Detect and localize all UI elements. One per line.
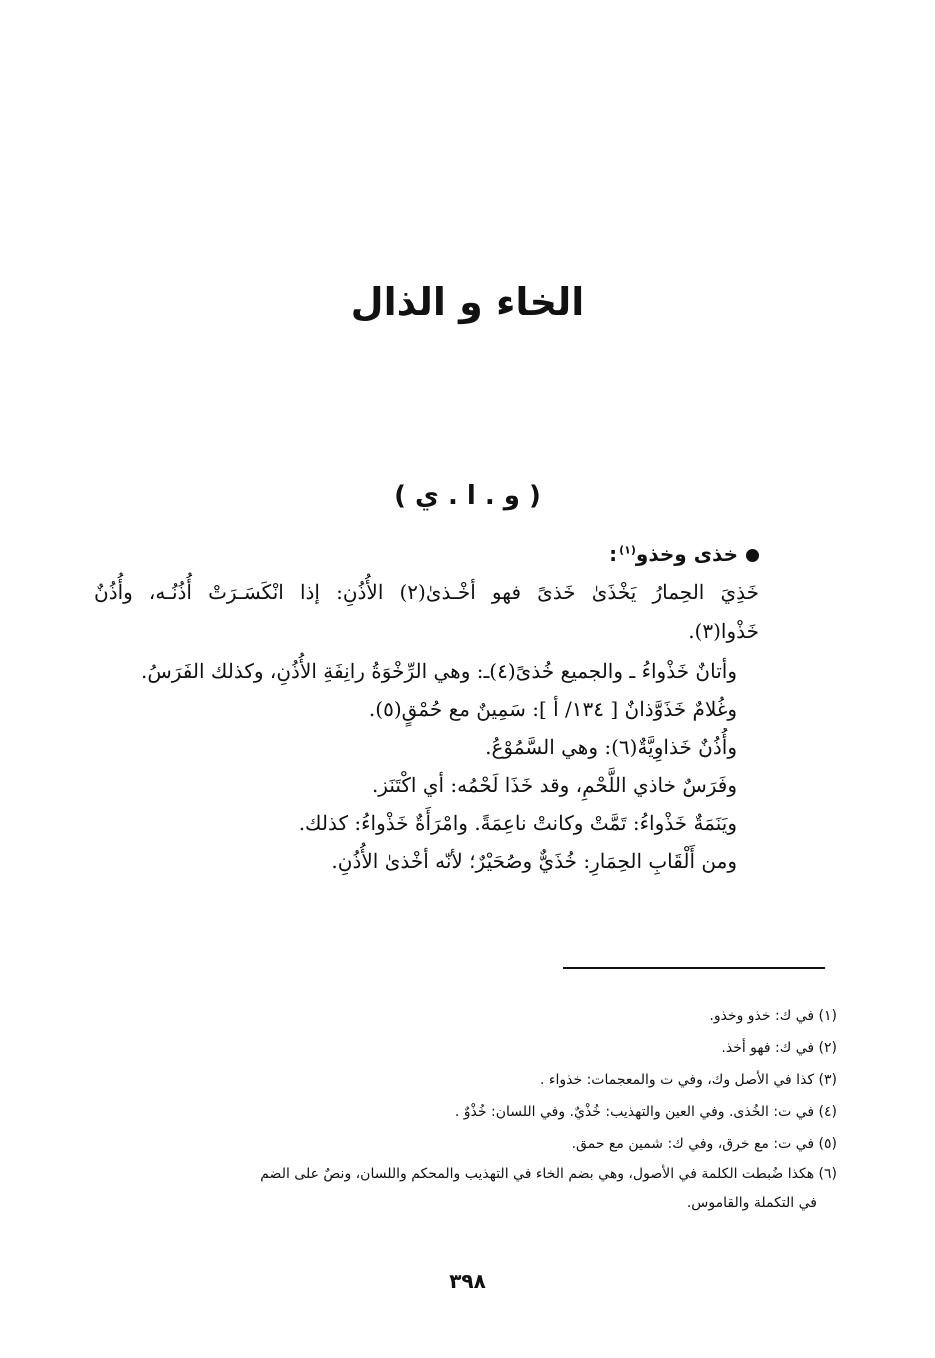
entry-definition-line: خَذِيَ الحِمارُ يَخْذَىٰ خَذىً فهو أخْـذىٰ(٢) الأُذُنِ: إذا انْكَسَـرَتْ أُذُنُـه، وأُذُنٌ (94, 580, 759, 604)
entry-paragraph: ومن أَلْقَابِ الحِمَارِ: خُذَيٌّ وصُحَيْرٌ؛ لأنّه أخْذىٰ الأُذُنِ. (331, 849, 737, 873)
root-heading: ( و . ا . ي ) (394, 481, 541, 511)
entry-definition-continuation: خَذْوا(٣). (688, 619, 759, 643)
footnote-item (97, 1160, 837, 1218)
page-number: ٣٩٨ (449, 1269, 486, 1293)
entry-headword: خذى وخذو (635, 542, 738, 566)
chapter-title: الخاء و الذال (350, 280, 585, 324)
footnote-6-line2: في التكملة والقاموس. (686, 1195, 817, 1211)
footnote-item: (٤) في ت: الخُذى. وفي العين والتهذيب: خُذْيٌ. وفي اللسان: خُذْوٌ . (454, 1104, 837, 1120)
headword-footnote-marker: (١) (619, 543, 636, 557)
footnote-item: (٥) في ت: مع خرق، وفي ك: شمين مع حمق. (571, 1136, 837, 1152)
entry-paragraph: وأُذُنٌ خَذاوِيَّةٌ(٦): وهي السَّمُوْعُ. (485, 735, 737, 759)
footnotes (97, 1000, 837, 1218)
footnote-item: (١) في ك: خذو وخذو. (709, 1008, 837, 1024)
bullet-icon (746, 549, 759, 562)
entry-headword-line (94, 536, 759, 572)
footnote-separator (563, 967, 825, 969)
entry-paragraph: وغُلامٌ خَذَوَّذانٌ [ ١٣٤/ أ ]: سَمِينٌ مع حُمْقٍ(٥). (368, 697, 737, 721)
footnote-6-line1: (٦) هكذا ضُبطت الكلمة في الأصول، وهي بضم الخاء في التهذيب والمحكم واللسان، ونصٌ على الضم (260, 1166, 837, 1182)
entry-paragraph: وفَرَسٌ خاذي اللَّحْمِ، وقد خَذَا لَحْمُه: أي اكْتَنَز. (371, 773, 737, 797)
footnote-item: (٢) في ك: فهو أخذ. (721, 1040, 837, 1056)
headword-colon: : (609, 542, 618, 566)
entry-paragraph: ويَنَمَةٌ خَذْواءُ: تَمَّتْ وكانتْ ناعِمَةً. وامْرَأَةٌ خَذْواءُ: كذلك. (298, 811, 737, 835)
dictionary-entry (94, 536, 759, 880)
footnote-item: (٣) كذا في الأصل وك، وفي ت والمعجمات: خذواء . (539, 1072, 837, 1088)
entry-paragraph: وأتانٌ خَذْواءُ ـ والجميع خُذىً(٤)ـ: وهي الرِّخْوَةُ رانِفَةِ الأُذُنِ، وكذلك الفَرَسُ. (141, 659, 737, 683)
